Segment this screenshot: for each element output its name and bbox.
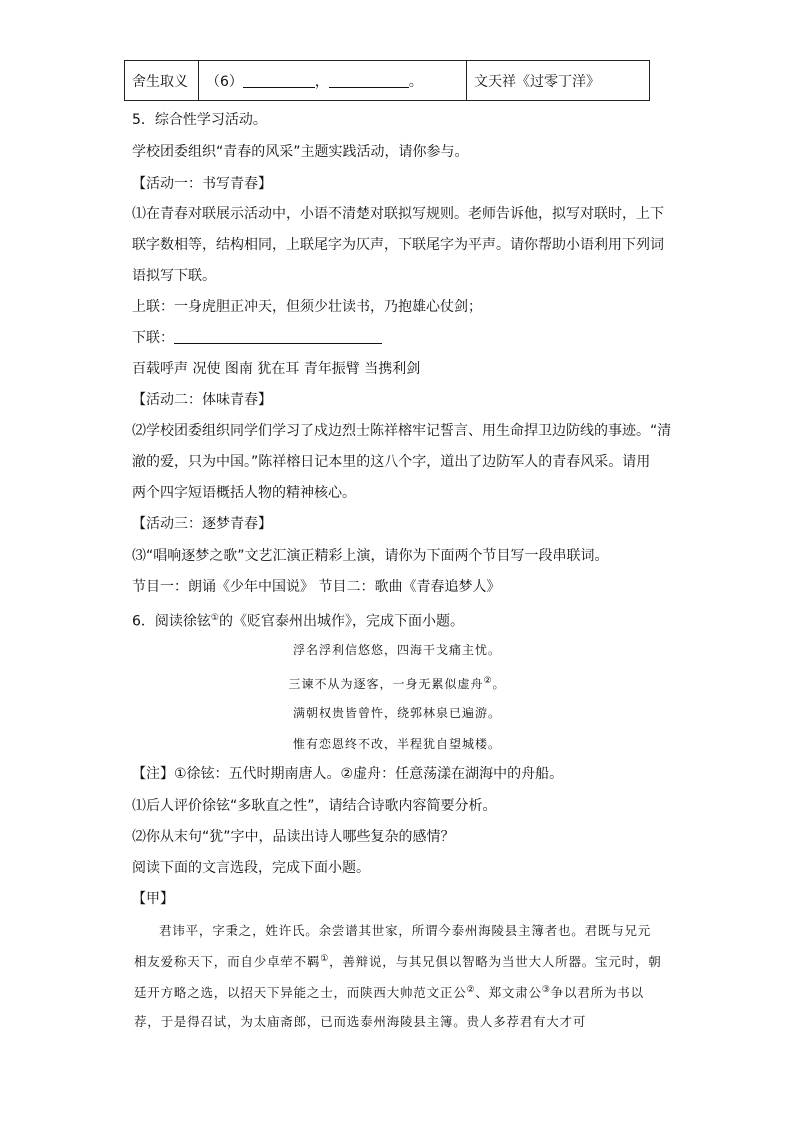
activity1-text-line2: 联字数相等，结构相同，上联尾字为仄声，下联尾字为平声。请你帮助小语利用下列词 <box>132 237 664 253</box>
activity2-title: 【活动二：体味青春】 <box>132 392 272 408</box>
poem-note: 【注】①徐铉：五代时期南唐人。②虚舟：任意荡漾在湖海中的舟船。 <box>132 766 564 782</box>
poem-line-3: 满朝权贵皆曾忤，绕郭林泉已遍游。 <box>292 706 501 720</box>
activity3-programs: 节目一：朗诵《少年中国说》 节目二：歌曲《青春追梦人》 <box>132 579 501 595</box>
note-marker: ③ <box>541 985 551 996</box>
passage-text-c: 、郑文肃公 <box>475 985 542 1001</box>
table-cell-theme <box>125 61 199 100</box>
theme-text: 舍生取义 <box>132 73 188 90</box>
lower-couplet-blank[interactable] <box>174 329 382 344</box>
lower-couplet-label: 下联： <box>132 330 174 346</box>
q6-sub2: ⑵你从末句“犹”字中，品读出诗人哪些复杂的感情？ <box>132 829 455 845</box>
comma-text: ， <box>314 73 329 90</box>
activity2-text-line1: ⑵学校团委组织同学们学习了戍边烈士陈祥榕牢记誓言、用生命捍卫边防线的事迹。“清 <box>132 423 672 439</box>
q6-heading-b: 的《贬官泰州出城作》，完成下面小题。 <box>219 613 464 630</box>
classical-intro: 阅读下面的文言选段，完成下面小题。 <box>132 860 370 876</box>
passage-text-a: 君讳平，字秉之，姓许氏。余尝谱其世家，所谓今泰州海陵县主簿者也。君既与兄元相友爱称天下，而自少卓荦不羁 <box>134 923 652 970</box>
activity2-text-line3: 两个四字短语概括人物的精神核心。 <box>132 485 356 501</box>
table-cell-blank <box>199 61 467 100</box>
activity3-title: 【活动三：逐梦青春】 <box>132 516 272 532</box>
poem-line-2 <box>0 672 794 693</box>
note-marker: ② <box>483 676 493 686</box>
source-text: 文天祥《过零丁洋》 <box>474 73 600 90</box>
q5-heading: 5．综合性学习活动。 <box>132 112 267 128</box>
poem-line-2-end: 。 <box>492 677 506 691</box>
blank-number: （6） <box>206 73 243 90</box>
passage-text-d: 争以君所为书以荐，于是得召试，为太庙斋郎，已而选泰州海陵县主簿。贵人多荐君有大才可 <box>134 985 644 1030</box>
fill-blank-2[interactable] <box>329 73 409 88</box>
q5-intro: 学校团委组织“青春的风采”主题实践活动，请你参与。 <box>132 144 469 160</box>
activity1-text-line1: ⑴在青春对联展示活动中，小语不清楚对联拟写规则。老师告诉他，拟写对联时，上下 <box>132 206 664 222</box>
activity1-title: 【活动一：书写青春】 <box>132 176 272 192</box>
note-marker: ① <box>320 954 330 964</box>
upper-couplet: 上联：一身虎胆正冲天，但须少壮读书，乃抱雄心仗剑； <box>132 299 482 315</box>
poem-line-2-text: 三谏不从为逐客，一身无累似虚舟 <box>288 677 484 691</box>
passage-jia-paragraph <box>134 916 664 1036</box>
poem-line-4: 惟有恋恩终不改，半程犹自望城楼。 <box>292 737 501 751</box>
passage-jia-title: 【甲】 <box>132 891 174 907</box>
lower-couplet-row <box>132 328 382 348</box>
table-cell-source <box>467 61 649 100</box>
poem-line-1: 浮名浮利信悠悠，四海干戈痛主忧。 <box>292 643 501 657</box>
passage-text-b: ，善辩说，与其兄俱以智略为当世大人所器。宝元时，朝廷开方略之选，以招天下异能之士，而陕西大帅范文正公 <box>134 954 662 1001</box>
note-marker: ② <box>466 985 476 996</box>
answer-table-row <box>124 60 650 101</box>
fill-blank-1[interactable] <box>243 73 315 88</box>
word-bank: 百载呼声 况使 图南 犹在耳 青年振臂 当携利剑 <box>132 361 421 377</box>
q6-heading <box>132 608 464 632</box>
period-text: 。 <box>408 73 423 90</box>
activity3-text-line1: ⑶“唱响逐梦之歌”文艺汇演正精彩上演，请你为下面两个节目写一段串联词。 <box>132 548 609 564</box>
activity1-text-line3: 语拟写下联。 <box>132 268 216 284</box>
q6-heading-a: 6．阅读徐铉 <box>132 613 211 630</box>
activity2-text-line2: 澈的爱，只为中国。”陈祥榕日记本里的这八个字，道出了边防军人的青春风采。请用 <box>132 454 651 470</box>
passage-jia-body <box>134 916 664 1036</box>
q6-sub1: ⑴后人评价徐铉“多耿直之性”，请结合诗歌内容简要分析。 <box>132 798 497 814</box>
note-marker: ① <box>210 613 219 623</box>
